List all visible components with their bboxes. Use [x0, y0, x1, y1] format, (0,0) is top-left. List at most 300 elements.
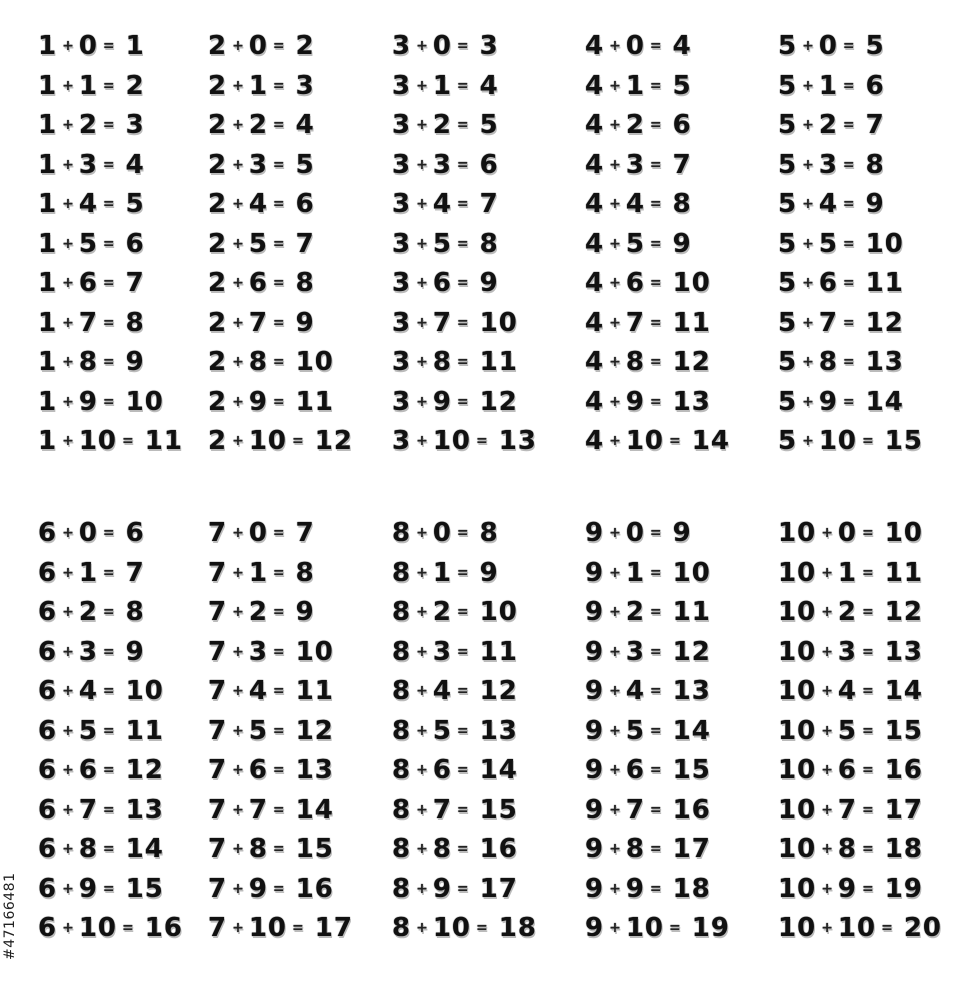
addend-b: 0 — [248, 518, 268, 548]
equals-sign: = — [842, 156, 855, 173]
equals-sign: = — [272, 354, 285, 370]
equals-sign: = — [102, 683, 115, 699]
addend-b: 1 — [248, 557, 268, 588]
addend-b: 5 — [248, 228, 268, 259]
equals-sign: = — [456, 117, 469, 133]
sum: 13 — [672, 676, 711, 706]
addend-b: 10 — [625, 426, 665, 456]
addend-b: 8 — [248, 834, 268, 864]
addend-b: 1 — [248, 70, 268, 101]
plus-sign: + — [609, 117, 621, 133]
equals-sign: = — [102, 722, 115, 739]
equals-sign: = — [272, 722, 285, 739]
sum: 14 — [125, 834, 164, 864]
addend-b: 4 — [78, 189, 98, 219]
equation-row — [585, 634, 711, 670]
equals-sign: = — [649, 683, 662, 699]
equals-sign: = — [649, 841, 662, 857]
equation-row — [38, 423, 183, 459]
equals-sign: = — [669, 920, 681, 936]
equals-sign: = — [456, 525, 469, 541]
equation-row — [392, 147, 499, 183]
addend-b: 3 — [625, 149, 645, 180]
equation-row — [778, 634, 923, 670]
addend-b: 4 — [625, 676, 645, 706]
sum: 7 — [125, 557, 145, 588]
addend-b: 8 — [78, 347, 98, 377]
addend-a: 2 — [208, 268, 228, 298]
sum: 10 — [295, 347, 334, 377]
sum: 18 — [498, 913, 537, 943]
equals-sign: = — [122, 433, 134, 449]
addend-a: 2 — [208, 228, 228, 259]
equation-row — [585, 752, 711, 788]
equation-row — [392, 792, 518, 828]
sum: 17 — [672, 834, 711, 864]
sum: 10 — [884, 518, 923, 548]
plus-sign: + — [609, 801, 621, 818]
equation-row — [585, 265, 711, 301]
plus-sign: + — [609, 880, 621, 897]
plus-sign: + — [416, 393, 428, 410]
addend-a: 3 — [392, 110, 412, 140]
equals-sign: = — [456, 354, 469, 370]
equation-row — [392, 265, 499, 301]
plus-sign: + — [821, 604, 833, 620]
equation-row — [38, 594, 145, 630]
sum: 7 — [865, 110, 885, 140]
sum: 6 — [479, 149, 499, 180]
addend-b: 9 — [248, 873, 268, 904]
addend-a: 10 — [778, 597, 817, 627]
sum: 9 — [295, 307, 315, 338]
addend-a: 4 — [585, 228, 605, 259]
plus-sign: + — [609, 77, 621, 94]
plus-sign: + — [416, 433, 428, 449]
addend-b: 10 — [818, 426, 858, 456]
equals-sign: = — [456, 801, 469, 818]
addend-a: 2 — [208, 307, 228, 338]
addend-b: 9 — [625, 873, 645, 904]
addend-b: 3 — [248, 149, 268, 180]
plus-sign: + — [802, 235, 814, 252]
plus-sign: + — [609, 433, 621, 449]
addend-a: 2 — [208, 347, 228, 377]
addend-b: 2 — [78, 110, 98, 140]
addend-b: 10 — [78, 426, 118, 456]
equals-sign: = — [649, 275, 662, 291]
sum: 2 — [295, 31, 315, 61]
equals-sign: = — [102, 196, 115, 212]
equals-sign: = — [456, 156, 469, 173]
addend-b: 8 — [432, 834, 452, 864]
addend-b: 2 — [78, 597, 98, 627]
plus-sign: + — [62, 314, 74, 331]
equation-row — [392, 28, 499, 64]
equation-row — [778, 910, 942, 946]
addend-b: 9 — [625, 386, 645, 417]
sum: 13 — [884, 636, 923, 667]
plus-sign: + — [62, 841, 74, 857]
addend-b: 7 — [248, 794, 268, 825]
equation-row — [208, 713, 334, 749]
addend-b: 2 — [625, 597, 645, 627]
equals-sign: = — [649, 117, 662, 133]
equals-sign: = — [272, 314, 285, 331]
addend-b: 7 — [625, 794, 645, 825]
sum: 15 — [295, 834, 334, 864]
sum: 10 — [295, 636, 334, 667]
addend-a: 9 — [585, 557, 605, 588]
equals-sign: = — [842, 117, 855, 133]
addend-b: 9 — [78, 386, 98, 417]
plus-sign: + — [232, 117, 244, 133]
addend-b: 5 — [625, 228, 645, 259]
plus-sign: + — [802, 354, 814, 370]
equation-row — [585, 186, 692, 222]
equals-sign: = — [649, 77, 662, 94]
addend-a: 1 — [38, 426, 58, 456]
equals-sign: = — [649, 393, 662, 410]
equation-row — [38, 515, 145, 551]
equation-row — [38, 673, 164, 709]
plus-sign: + — [62, 525, 74, 541]
equals-sign: = — [272, 77, 285, 94]
addend-a: 2 — [208, 189, 228, 219]
plus-sign: + — [609, 275, 621, 291]
plus-sign: + — [62, 643, 74, 660]
plus-sign: + — [62, 117, 74, 133]
addend-b: 8 — [78, 834, 98, 864]
addend-b: 4 — [625, 189, 645, 219]
addend-a: 6 — [38, 794, 58, 825]
equals-sign: = — [842, 38, 855, 54]
equation-row — [208, 107, 315, 143]
plus-sign: + — [609, 683, 621, 699]
addend-a: 9 — [585, 913, 605, 943]
plus-sign: + — [821, 564, 833, 581]
addend-b: 3 — [432, 149, 452, 180]
equals-sign: = — [649, 525, 662, 541]
addend-a: 10 — [778, 557, 817, 588]
equals-sign: = — [669, 433, 681, 449]
addend-b: 5 — [78, 228, 98, 259]
sum: 9 — [295, 597, 315, 627]
plus-sign: + — [416, 801, 428, 818]
addend-b: 8 — [248, 347, 268, 377]
plus-sign: + — [821, 841, 833, 857]
addend-b: 2 — [837, 597, 858, 627]
sum: 12 — [125, 755, 164, 785]
addend-a: 10 — [778, 913, 817, 943]
equation-row — [778, 871, 923, 907]
addend-a: 4 — [585, 189, 605, 219]
equation-row — [38, 186, 145, 222]
sum: 7 — [479, 189, 499, 219]
equals-sign: = — [272, 762, 285, 778]
sum: 9 — [672, 518, 692, 548]
addend-b: 0 — [432, 518, 452, 548]
plus-sign: + — [232, 354, 244, 370]
sum: 15 — [125, 873, 164, 904]
equation-row — [585, 28, 692, 64]
sum: 7 — [295, 518, 315, 548]
addend-a: 1 — [38, 149, 58, 180]
addend-a: 5 — [778, 110, 798, 140]
addend-a: 1 — [38, 31, 58, 61]
addend-a: 2 — [208, 149, 228, 180]
equation-row — [208, 186, 315, 222]
sum: 9 — [125, 636, 145, 667]
equation-row — [38, 713, 164, 749]
plus-sign: + — [609, 196, 621, 212]
addend-b: 5 — [432, 715, 452, 746]
equals-sign: = — [102, 275, 115, 291]
plus-sign: + — [62, 880, 74, 897]
addend-a: 6 — [38, 597, 58, 627]
addend-b: 7 — [818, 307, 838, 338]
addend-b: 6 — [248, 268, 268, 298]
addend-b: 10 — [625, 913, 665, 943]
equals-sign: = — [102, 156, 115, 173]
sum: 2 — [125, 70, 145, 101]
addend-a: 1 — [38, 347, 58, 377]
plus-sign: + — [802, 314, 814, 331]
sum: 5 — [672, 70, 692, 101]
addend-b: 2 — [432, 110, 452, 140]
plus-sign: + — [821, 762, 833, 778]
addend-a: 2 — [208, 386, 228, 417]
plus-sign: + — [416, 604, 428, 620]
addend-a: 7 — [208, 913, 228, 943]
plus-sign: + — [416, 683, 428, 699]
addend-a: 10 — [778, 834, 817, 864]
equation-row — [585, 792, 711, 828]
sum: 11 — [144, 426, 183, 456]
plus-sign: + — [62, 156, 74, 173]
sum: 19 — [884, 873, 923, 904]
sum: 3 — [479, 31, 499, 61]
sum: 3 — [295, 70, 315, 101]
addend-b: 0 — [78, 31, 98, 61]
equation-row — [392, 871, 518, 907]
equals-sign: = — [862, 841, 874, 857]
equals-sign: = — [272, 117, 285, 133]
addend-a: 3 — [392, 268, 412, 298]
plus-sign: + — [232, 433, 244, 449]
addend-a: 2 — [208, 70, 228, 101]
addend-b: 10 — [248, 426, 288, 456]
plus-sign: + — [609, 156, 621, 173]
addend-a: 3 — [392, 149, 412, 180]
equals-sign: = — [272, 393, 285, 410]
addend-a: 9 — [585, 755, 605, 785]
addend-b: 4 — [78, 676, 98, 706]
plus-sign: + — [416, 880, 428, 897]
plus-sign: + — [62, 564, 74, 581]
addend-a: 3 — [392, 307, 412, 338]
sum: 8 — [295, 557, 315, 588]
equation-row — [38, 871, 164, 907]
equation-row — [778, 186, 885, 222]
addend-b: 0 — [818, 31, 838, 61]
equation-row — [38, 384, 164, 420]
equals-sign: = — [102, 762, 115, 778]
plus-sign: + — [416, 117, 428, 133]
equation-row — [392, 831, 518, 867]
plus-sign: + — [62, 762, 74, 778]
addend-a: 5 — [778, 307, 798, 338]
addend-a: 7 — [208, 794, 228, 825]
addend-b: 8 — [625, 834, 645, 864]
addend-a: 7 — [208, 518, 228, 548]
sum: 18 — [672, 873, 711, 904]
addend-b: 2 — [248, 110, 268, 140]
addend-b: 10 — [248, 913, 288, 943]
sum: 3 — [125, 110, 145, 140]
addend-b: 3 — [837, 636, 858, 667]
sum: 5 — [295, 149, 315, 180]
addend-b: 3 — [432, 636, 452, 667]
sum: 7 — [125, 268, 145, 298]
equation-row — [778, 713, 923, 749]
addend-a: 6 — [38, 755, 58, 785]
sum: 10 — [479, 307, 518, 338]
sum: 7 — [672, 149, 692, 180]
plus-sign: + — [416, 314, 428, 331]
equation-row — [392, 910, 537, 946]
sum: 16 — [672, 794, 711, 825]
equals-sign: = — [862, 683, 874, 699]
plus-sign: + — [232, 920, 244, 936]
plus-sign: + — [609, 314, 621, 331]
sum: 14 — [884, 676, 923, 706]
plus-sign: + — [802, 433, 814, 449]
sum: 8 — [479, 518, 499, 548]
sum: 9 — [479, 557, 499, 588]
equation-row — [585, 344, 711, 380]
equation-row — [38, 147, 145, 183]
sum: 5 — [125, 189, 145, 219]
plus-sign: + — [609, 393, 621, 410]
equation-row — [778, 384, 904, 420]
sum: 12 — [672, 636, 711, 667]
equation-row — [392, 555, 499, 591]
equation-row — [38, 831, 164, 867]
plus-sign: + — [232, 235, 244, 252]
plus-sign: + — [609, 354, 621, 370]
plus-sign: + — [232, 314, 244, 331]
addend-b: 7 — [78, 794, 98, 825]
sum: 8 — [125, 307, 145, 338]
plus-sign: + — [232, 604, 244, 620]
equals-sign: = — [456, 643, 469, 660]
addend-b: 9 — [818, 386, 838, 417]
addend-a: 6 — [38, 715, 58, 746]
addend-b: 10 — [432, 426, 472, 456]
equals-sign: = — [862, 801, 874, 818]
sum: 16 — [144, 913, 183, 943]
equals-sign: = — [456, 77, 469, 94]
equals-sign: = — [272, 880, 285, 897]
addend-b: 0 — [625, 31, 645, 61]
sum: 13 — [295, 755, 334, 785]
sum: 4 — [295, 110, 315, 140]
sum: 7 — [295, 228, 315, 259]
equation-row — [778, 515, 923, 551]
equals-sign: = — [842, 275, 855, 291]
equation-row — [208, 384, 334, 420]
plus-sign: + — [232, 762, 244, 778]
sum: 4 — [125, 149, 145, 180]
plus-sign: + — [416, 77, 428, 94]
equation-row — [585, 910, 730, 946]
equation-row — [208, 423, 353, 459]
addend-b: 1 — [78, 70, 98, 101]
addend-b: 0 — [78, 518, 98, 548]
equals-sign: = — [649, 722, 662, 739]
addend-b: 7 — [432, 794, 452, 825]
addend-b: 5 — [625, 715, 645, 746]
equals-sign: = — [862, 643, 874, 660]
equals-sign: = — [272, 38, 285, 54]
plus-sign: + — [416, 525, 428, 541]
addend-b: 1 — [625, 70, 645, 101]
sum: 10 — [672, 268, 711, 298]
equals-sign: = — [102, 604, 115, 620]
equation-row — [208, 344, 334, 380]
addend-a: 6 — [38, 873, 58, 904]
addend-a: 3 — [392, 386, 412, 417]
sum: 16 — [884, 755, 923, 785]
equals-sign: = — [272, 196, 285, 212]
addend-b: 7 — [837, 794, 858, 825]
addend-a: 8 — [392, 636, 412, 667]
equation-row — [778, 555, 923, 591]
addend-b: 4 — [837, 676, 858, 706]
plus-sign: + — [416, 762, 428, 778]
equation-row — [778, 792, 923, 828]
plus-sign: + — [416, 156, 428, 173]
addend-a: 5 — [778, 228, 798, 259]
addend-a: 6 — [38, 834, 58, 864]
equals-sign: = — [842, 196, 855, 212]
addend-b: 2 — [625, 110, 645, 140]
addend-a: 8 — [392, 755, 412, 785]
equals-sign: = — [842, 314, 855, 331]
addend-b: 3 — [248, 636, 268, 667]
addend-a: 4 — [585, 268, 605, 298]
plus-sign: + — [62, 196, 74, 212]
equals-sign: = — [862, 722, 874, 739]
equals-sign: = — [476, 433, 488, 449]
addend-a: 1 — [38, 307, 58, 338]
equation-row — [778, 147, 885, 183]
addend-a: 5 — [778, 149, 798, 180]
plus-sign: + — [802, 77, 814, 94]
addend-a: 9 — [585, 834, 605, 864]
equation-row — [778, 594, 923, 630]
sum: 5 — [865, 31, 885, 61]
equals-sign: = — [842, 393, 855, 410]
equals-sign: = — [272, 683, 285, 699]
plus-sign: + — [232, 525, 244, 541]
plus-sign: + — [821, 525, 833, 541]
addend-a: 3 — [392, 426, 412, 456]
equals-sign: = — [649, 38, 662, 54]
sum: 9 — [125, 347, 145, 377]
equals-sign: = — [102, 117, 115, 133]
